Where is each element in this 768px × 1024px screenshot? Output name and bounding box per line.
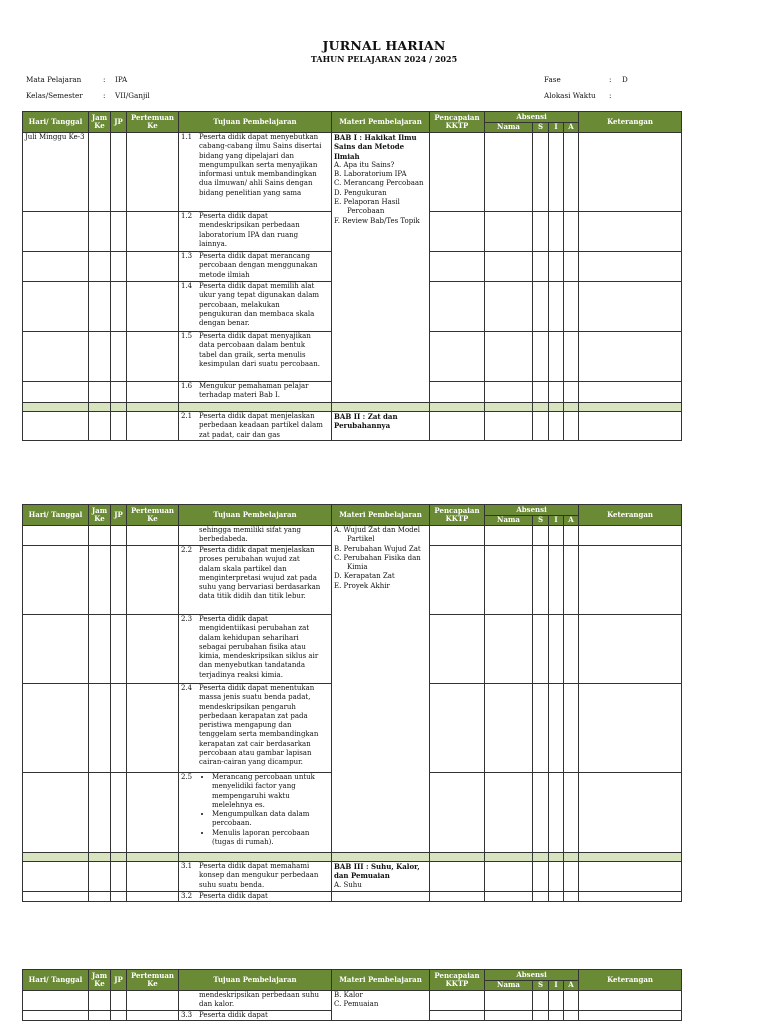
objective-cell: 3.2 Peserta didik dapat [179, 892, 332, 902]
kelas-value: VII/Ganjil [115, 91, 150, 100]
separator-row [23, 853, 682, 862]
list-item: B. Laboratorium IPA [334, 170, 407, 179]
bab2-list [334, 526, 427, 591]
objective-bullets [199, 773, 323, 847]
header-jam: Jam Ke [89, 112, 111, 133]
list-item: E. Pelaporan Hasil Percobaan [334, 198, 400, 216]
journal-table-1 [22, 111, 682, 441]
header-a: A [564, 123, 579, 133]
header-jp: JP [111, 112, 127, 133]
header-pertemuan: Pertemuan Ke [127, 505, 179, 526]
journal-table-2 [22, 504, 682, 902]
list-item: D. Kerapatan Zat [334, 572, 395, 581]
table-row [23, 526, 682, 546]
header-tujuan: Tujuan Pembelajaran [179, 970, 332, 991]
day-cell: Juli Minggu Ke-3 [23, 133, 89, 212]
document-subtitle: TAHUN PELAJARAN 2024 / 2025 [310, 54, 458, 64]
header-i: I [549, 981, 564, 991]
header-s: S [533, 123, 549, 133]
header-pencapaian: Pencapaian KKTP [430, 970, 485, 991]
header-s: S [533, 981, 549, 991]
material-cell [332, 862, 430, 892]
fase-colon: : [609, 75, 612, 84]
header-i: I [549, 123, 564, 133]
list-item: A. Apa itu Sains? [334, 160, 395, 169]
objective-cell: sehingga memiliki sifat yang berbedabeda. [179, 526, 332, 546]
objective-cell: 2.3 Peserta didik dapat mengidentiikasi perubahan zat dalam kehidupan seharihari sebagai perubahan fisika atau kimia, mendeskripsikan siklus air dan menyebutkan tandatanda terjadinya reaksi kimia. [179, 615, 332, 684]
kelas-label: Kelas/Semester [26, 91, 83, 100]
fase-value: D [622, 75, 628, 84]
list-item: C. Merancang Percobaan [334, 179, 424, 188]
objective-cell: mendeskripsikan perbedaan suhu dan kalor. [179, 991, 332, 1011]
mapel-value: IPA [115, 75, 128, 84]
header-hari: Hari/ Tanggal [23, 505, 89, 526]
header-pertemuan: Pertemuan Ke [127, 970, 179, 991]
objective-cell: 2.2 Peserta didik dapat menjelaskan proses perubahan wujud zat dalam skala partikel dan menginterpretasi wujud zat pada suhu yang bervariasi berdasarkan data titik didih dan titik lebur. [179, 546, 332, 615]
header-keterangan: Keterangan [579, 112, 682, 133]
header-absensi: Absensi [485, 112, 579, 123]
material-cell [332, 991, 430, 1021]
table-row [23, 991, 682, 1011]
header-pencapaian: Pencapaian KKTP [430, 505, 485, 526]
document-title: JURNAL HARIAN [322, 38, 446, 53]
list-item: • Mengumpulkan data dalam percobaan. [212, 810, 323, 829]
journal-table-3 [22, 969, 682, 1021]
kelas-colon: : [103, 91, 106, 100]
header-keterangan: Keterangan [579, 970, 682, 991]
list-item: D. Pengukuran [334, 188, 387, 197]
list-item: B. Kalor [334, 991, 363, 999]
header-jam: Jam Ke [89, 970, 111, 991]
header-nama: Nama [485, 516, 533, 526]
list-item: A. Suhu [334, 880, 362, 889]
alokasi-colon: : [609, 91, 612, 100]
table-row [23, 862, 682, 892]
fase-label: Fase [544, 75, 561, 84]
header-s: S [533, 516, 549, 526]
list-item: A. Wujud Zat dan Model Partikel [334, 526, 421, 544]
header-jp: JP [111, 505, 127, 526]
objective-cell: 3.1 Peserta didik dapat memahami konsep dan mengukur perbedaan suhu suatu benda. [179, 862, 332, 892]
header-hari: Hari/ Tanggal [23, 970, 89, 991]
list-item: • Merancang percobaan untuk menyelidiki factor yang mempengaruhi waktu melelehnya es. [212, 773, 323, 810]
objective-cell: 1.2 Peserta didik dapat mendeskripsikan perbedaan laboratorium IPA dan ruang lainnya. [179, 212, 332, 252]
material-cell [332, 412, 430, 441]
header-tujuan: Tujuan Pembelajaran [179, 112, 332, 133]
header-tujuan: Tujuan Pembelajaran [179, 505, 332, 526]
header-materi: Materi Pembelajaran [332, 505, 430, 526]
objective-cell: 1.6 Mengukur pemahaman pelajar terhadap materi Bab I. [179, 382, 332, 403]
header-absensi: Absensi [485, 970, 579, 981]
header-jp: JP [111, 970, 127, 991]
header-absensi: Absensi [485, 505, 579, 516]
mapel-colon: : [103, 75, 106, 84]
table-row [23, 892, 682, 902]
bab2-title: BAB II : Zat dan Perubahannya [334, 412, 398, 431]
objective-cell: 3.3 Peserta didik dapat [179, 1011, 332, 1021]
list-item: B. Perubahan Wujud Zat [334, 544, 421, 553]
objective-cell: 1.4 Peserta didik dapat memilih alat ukur yang tepat digunakan dalam percobaan, melakukan pengukuran dan membaca skala dengan benar. [179, 282, 332, 332]
table-row [23, 133, 682, 212]
material-cell [332, 526, 430, 853]
objective-cell: 1.3 Peserta didik dapat merancang percobaan dengan menggunakan metode ilmiah [179, 252, 332, 282]
list-item: • Menulis laporan percobaan (tugas di rumah). [212, 829, 323, 848]
header-materi: Materi Pembelajaran [332, 112, 430, 133]
list-item: E. Proyek Akhir [334, 581, 390, 590]
objective-cell: 2.4 Peserta didik dapat menentukan massa jenis suatu benda padat, mendeskripsikan pengaruh perbedaan kerapatan zat pada peristiwa mengapung dan tenggelam serta membandingkan kerapatan zat cair berdasarkan percobaan atau gambar lapisan cairan-cairan yang dicampur. [179, 684, 332, 773]
bab3-list [334, 991, 427, 1010]
mapel-label: Mata Pelajaran [26, 75, 82, 84]
bab3-title: BAB III : Suhu, Kalor, dan Pemuaian [334, 862, 420, 881]
header-pencapaian: Pencapaian KKTP [430, 112, 485, 133]
alokasi-label: Alokasi Waktu [544, 91, 596, 100]
bab1-title: BAB I : Hakikat Ilmu Sains dan Metode Ilmiah [334, 133, 417, 161]
header-pertemuan: Pertemuan Ke [127, 112, 179, 133]
header-a: A [564, 516, 579, 526]
header-jam: Jam Ke [89, 505, 111, 526]
material-cell [332, 133, 430, 403]
list-item: C. Perubahan Fisika dan Kimia [334, 553, 421, 572]
objective-cell: 1.1 Peserta didik dapat menyebutkan cabang-cabang ilmu Sains disertai bidang yang dipelajari dan mengumpulkan serta menyajikan informasi untuk membandingkan dua ilmuwan/ ahli Sains dengan bidang penelitian yang sama [179, 133, 332, 212]
separator-row [23, 403, 682, 412]
objective-cell: 1.5 Peserta didik dapat menyajikan data percobaan dalam bentuk tabel dan graik, serta menulis kesimpulan dari suatu percobaan. [179, 332, 332, 382]
header-nama: Nama [485, 123, 533, 133]
header-i: I [549, 516, 564, 526]
objective-cell: 2.5 • Merancang percobaan untuk menyelidiki factor yang mempengaruhi waktu melelehnya es. • Mengumpulkan data dalam percobaan. • Menulis laporan percobaan (tugas di rumah). [179, 773, 332, 853]
header-a: A [564, 981, 579, 991]
objective-cell: 2.1 Peserta didik dapat menjelaskan perbedaan keadaan partikel dalam zat padat, cair dan gas [179, 412, 332, 441]
header-nama: Nama [485, 981, 533, 991]
header-hari: Hari/ Tanggal [23, 112, 89, 133]
header-keterangan: Keterangan [579, 505, 682, 526]
list-item: F. Review Bab/Tes Topik [334, 216, 420, 225]
header-materi: Materi Pembelajaran [332, 970, 430, 991]
table-row [23, 412, 682, 441]
bab1-list [334, 161, 427, 226]
list-item: C. Pemuaian [334, 1000, 379, 1009]
